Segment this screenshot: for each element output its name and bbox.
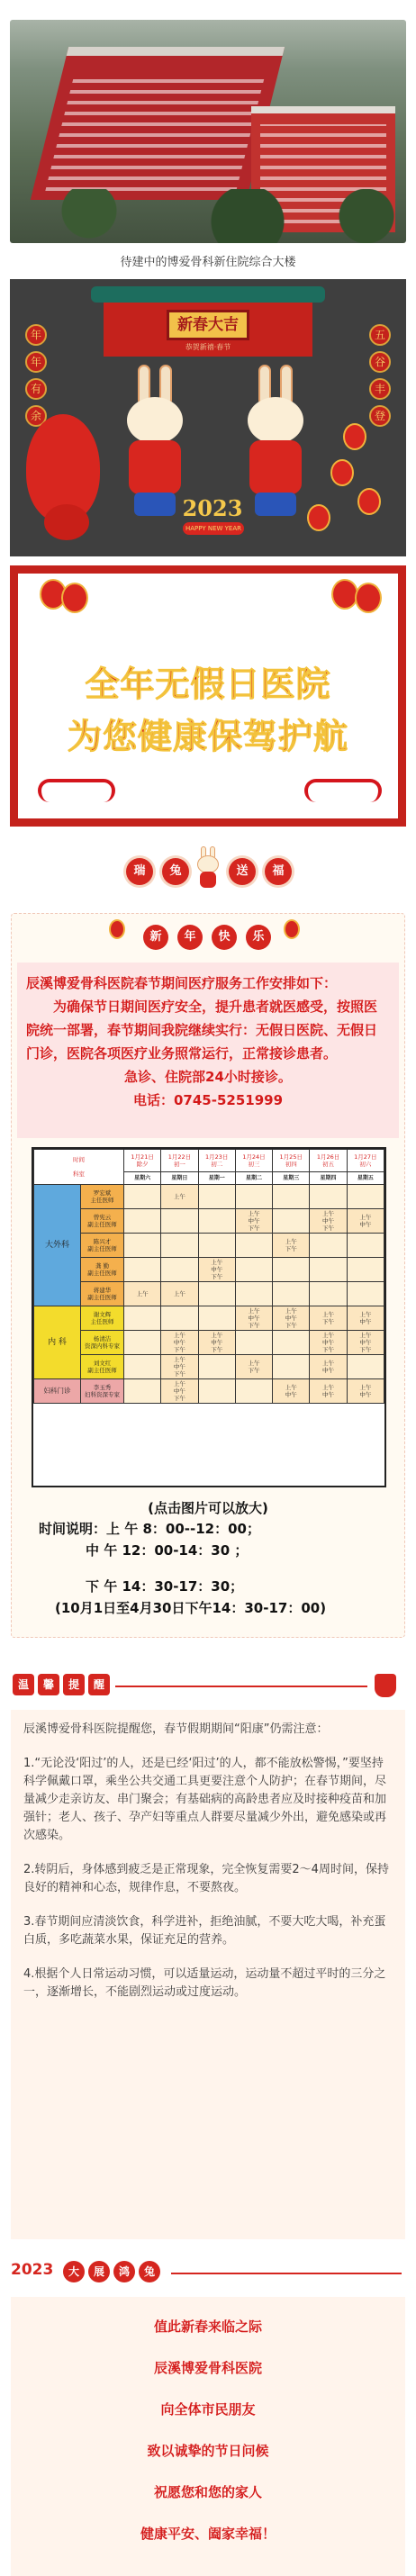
schedule-shift: 上午 中午 下午: [235, 1209, 272, 1234]
rabbit-icon: [195, 846, 221, 890]
badge-char: 瑞: [126, 858, 153, 885]
schedule-shift: [235, 1258, 272, 1282]
notice-emergency: 急诊、住院部24小时接诊。: [124, 1069, 292, 1085]
schedule-department: 大外科: [34, 1185, 81, 1306]
right-couplet: 五 谷 丰 登: [366, 324, 393, 432]
schedule-shift: [124, 1258, 161, 1282]
table-row: [34, 1258, 384, 1282]
schedule-shift: [310, 1258, 347, 1282]
notice-title: 辰溪博爱骨科医院春节期间医疗服务工作安排如下：: [26, 975, 338, 991]
schedule-shift: [198, 1282, 235, 1306]
tips-intro: 辰溪博爱骨科医院提醒您，春节假期期间“阳康”仍需注意：: [23, 1722, 329, 1736]
schedule-doctor: 罗宏斌 主任医师: [81, 1185, 124, 1209]
badge-char: 兔: [162, 858, 189, 885]
greeting-year: 2023: [11, 2261, 54, 2279]
schedule-shift: 上午 中午: [347, 1209, 384, 1234]
schedule-day-header: 1月24日 初三: [235, 1150, 272, 1172]
schedule-shift: 上午 下午: [273, 1234, 310, 1258]
koi-fish-illustration: [26, 414, 100, 522]
greeting-line: 致以诚挚的节日问候: [147, 2443, 269, 2459]
trees: [10, 189, 406, 243]
schedule-shift: [310, 1185, 347, 1209]
lantern-icon: [307, 504, 330, 531]
greeting-line: 健康平安、阖家幸福！: [140, 2526, 276, 2542]
zoom-note: (点击图片可以放大): [148, 1500, 268, 1516]
schedule-shift: [235, 1282, 272, 1306]
lantern-icon: [109, 919, 125, 939]
table-row: [34, 1282, 384, 1306]
duty-schedule-table: [33, 1149, 384, 1404]
schedule-shift: [198, 1185, 235, 1209]
schedule-day-header: 1月22日 初一: [161, 1150, 198, 1172]
badge-char: 送: [229, 858, 256, 885]
table-row: [34, 1185, 384, 1209]
left-couplet: 年 年 有 余: [23, 324, 50, 432]
schedule-table-image[interactable]: [32, 1147, 386, 1487]
schedule-shift: 上午: [124, 1282, 161, 1306]
schedule-shift: [235, 1185, 272, 1209]
badge-char: 福: [265, 858, 292, 885]
lucky-bag-icon: [375, 1674, 396, 1697]
schedule-day-header: 1月26日 初五: [310, 1150, 347, 1172]
schedule-corner: 时间 科室: [34, 1150, 124, 1185]
table-row: [34, 1306, 384, 1331]
schedule-shift: 上午 中午: [273, 1379, 310, 1404]
lantern-icon: [61, 583, 88, 613]
table-row: [34, 1209, 384, 1234]
schedule-shift: 上午 中午 下午: [235, 1306, 272, 1331]
greeting-line: 向全体市民朋友: [160, 2401, 256, 2418]
lantern-icon: [343, 423, 366, 450]
greeting-block: [11, 2297, 405, 2576]
schedule-shift: 上午 中午 下午: [198, 1258, 235, 1282]
schedule-shift: 上午 中午 下午: [198, 1331, 235, 1355]
card-heading: 新 年 快 乐: [12, 914, 404, 963]
schedule-shift: 上午 中午 下午: [310, 1209, 347, 1234]
schedule-shift: [198, 1209, 235, 1234]
poster-happy-new-year: HAPPY NEW YEAR: [183, 522, 244, 535]
schedule-day-header: 1月21日 除夕: [124, 1150, 161, 1172]
new-year-poster[interactable]: [10, 279, 406, 556]
schedule-doctor: 谢文辉 主任医师: [81, 1306, 124, 1331]
plaque-title: 新春大吉: [167, 310, 249, 340]
schedule-shift: [161, 1234, 198, 1258]
schedule-shift: [273, 1331, 310, 1355]
schedule-shift: 上午 中午 下午: [310, 1331, 347, 1355]
time-afternoon-winter: (10月1日至4月30日下午14：30-17：00): [55, 1600, 327, 1616]
schedule-shift: [347, 1234, 384, 1258]
schedule-shift: [198, 1379, 235, 1404]
schedule-shift: [161, 1258, 198, 1282]
schedule-shift: 上午 中午 下午: [161, 1379, 198, 1404]
schedule-doctor: 蒋建华 副主任医师: [81, 1282, 124, 1306]
schedule-shift: 上午 下午: [310, 1306, 347, 1331]
schedule-shift: [273, 1209, 310, 1234]
schedule-shift: [124, 1209, 161, 1234]
schedule-card: [11, 913, 405, 1638]
schedule-shift: [273, 1258, 310, 1282]
schedule-weekday: 星期四: [310, 1172, 347, 1185]
schedule-shift: [198, 1234, 235, 1258]
cloud-ornament: [304, 779, 382, 802]
schedule-department: 妇科门诊: [34, 1379, 81, 1404]
tip-item: 1.“无论没‘阳过’的人，还是已经‘阳过’的人，都不能放松警惕，”要坚持科学佩戴口罩，乘坐公共交通工具更要注意个人防护；在春节期间，尽量减少走亲访友、串门聚会；有基础病的高龄患者应及时接种疫苗和加强针；老人、孩子、孕产妇等重点人群要尽量减少外出，避免感染或再次感染。: [23, 1757, 387, 1842]
table-row: [34, 1331, 384, 1355]
schedule-doctor: 陈兴才 副主任医师: [81, 1234, 124, 1258]
schedule-shift: [124, 1355, 161, 1379]
schedule-day-header: 1月23日 初二: [198, 1150, 235, 1172]
greeting-line: 祝愿您和您的家人: [153, 2484, 262, 2500]
schedule-shift: [235, 1234, 272, 1258]
schedule-shift: 上午 中午 下午: [161, 1331, 198, 1355]
hospital-building-photo[interactable]: [10, 20, 406, 243]
schedule-shift: 上午 中午 下午: [273, 1306, 310, 1331]
photo-caption: 待建中的博爱骨科新住院综合大楼: [120, 256, 296, 269]
schedule-shift: [198, 1355, 235, 1379]
schedule-shift: 上午 中午: [347, 1306, 384, 1331]
time-notes: [39, 1518, 404, 1619]
schedule-shift: [235, 1379, 272, 1404]
schedule-weekday: 星期五: [347, 1172, 384, 1185]
schedule-shift: [347, 1355, 384, 1379]
schedule-shift: 上午 中午 下午: [347, 1331, 384, 1355]
schedule-shift: [235, 1331, 272, 1355]
schedule-department: 内 科: [34, 1306, 81, 1379]
schedule-shift: [273, 1282, 310, 1306]
table-row: [34, 1234, 384, 1258]
lantern-icon: [355, 583, 382, 613]
schedule-doctor: 李玉秀 妇科资深专家: [81, 1379, 124, 1404]
gate-arch: [104, 294, 312, 357]
schedule-day-header: 1月25日 初四: [273, 1150, 310, 1172]
schedule-shift: 上午 中午 下午: [161, 1355, 198, 1379]
schedule-shift: [347, 1185, 384, 1209]
schedule-shift: 上午 中午: [310, 1379, 347, 1404]
schedule-weekday: 星期日: [161, 1172, 198, 1185]
fortune-badges: [0, 837, 416, 897]
schedule-shift: [310, 1234, 347, 1258]
schedule-shift: [161, 1306, 198, 1331]
schedule-shift: [124, 1234, 161, 1258]
schedule-day-header: 1月27日 初六: [347, 1150, 384, 1172]
schedule-shift: 上午 中午: [310, 1355, 347, 1379]
time-morning: 时间说明：上 午 8：00--12：00；: [39, 1521, 260, 1537]
schedule-shift: [124, 1185, 161, 1209]
tip-item: 3.春节期间应清淡饮食，科学进补，拒绝油腻，不要大吃大喝，补充蛋白质，多吃蔬菜水果，保证充足的营养。: [23, 1915, 386, 1947]
table-row: [34, 1379, 384, 1404]
greeting-line: 辰溪博爱骨科医院: [153, 2360, 262, 2376]
cloud-ornament: [38, 779, 115, 802]
schedule-weekday: 星期二: [235, 1172, 272, 1185]
notice-body: 为确保节日期间医疗安全，提升患者就医感受，按照医院统一部署，春节期间我院继续实行：无假日医院、无假日门诊，医院各项医疗业务照常运行，正常接诊患者。: [26, 999, 378, 1062]
schedule-shift: [124, 1306, 161, 1331]
tips-heading: 温 馨 提 醒: [0, 1670, 416, 1703]
slogan-line-1: 全年无假日医院: [85, 664, 331, 704]
health-tips: [11, 1710, 405, 2239]
schedule-weekday: 星期六: [124, 1172, 161, 1185]
article-page: [0, 20, 416, 2542]
lantern-icon: [357, 488, 381, 515]
schedule-shift: [124, 1379, 161, 1404]
schedule-shift: [347, 1258, 384, 1282]
slogan-banner[interactable]: [10, 565, 406, 827]
schedule-shift: [198, 1306, 235, 1331]
schedule-shift: [273, 1355, 310, 1379]
lantern-icon: [330, 459, 354, 486]
poster-year: 2023: [182, 495, 243, 521]
schedule-shift: [124, 1331, 161, 1355]
time-noon: 中 午 12：00-14：30 ；: [86, 1542, 249, 1559]
time-afternoon: 下 午 14：30-17：30；: [86, 1578, 244, 1595]
greeting-heading: 2023 大 展 鸿 兔: [0, 2255, 416, 2291]
schedule-doctor: 刘文红 副主任医师: [81, 1355, 124, 1379]
lantern-icon: [284, 919, 300, 939]
building-main: [31, 47, 285, 200]
schedule-weekday: 星期一: [198, 1172, 235, 1185]
rabbit-illustration-right: [235, 365, 316, 527]
schedule-shift: 上午 中午: [347, 1379, 384, 1404]
schedule-doctor: 杨清洁 资深内科专家: [81, 1331, 124, 1355]
tip-item: 4.根据个人日常运动习惯，可以适量运动，运动量不超过平时的三分之一，逐渐增长，不能剧烈运动或过度运动。: [23, 1967, 386, 1999]
plaque-subtitle: 恭贺新禧·春节: [185, 343, 231, 351]
table-row: [34, 1355, 384, 1379]
schedule-shift: 上午: [161, 1185, 198, 1209]
schedule-shift: [347, 1282, 384, 1306]
schedule-shift: [273, 1185, 310, 1209]
greeting-line: 值此新春来临之际: [153, 2318, 262, 2335]
schedule-weekday: 星期三: [273, 1172, 310, 1185]
slogan-line-2: 为您健康保驾护航: [67, 716, 348, 756]
schedule-shift: [310, 1282, 347, 1306]
schedule-shift: [161, 1209, 198, 1234]
schedule-shift: 上午: [161, 1282, 198, 1306]
tip-item: 2.转阴后，身体感到疲乏是正常现象，完全恢复需要2～4周时间，保持良好的精神和心态，规律作息，不要熬夜。: [23, 1863, 389, 1894]
service-notice: [17, 963, 399, 1138]
schedule-doctor: 龚 勤 副主任医师: [81, 1258, 124, 1282]
schedule-doctor: 曾宪云 副主任医师: [81, 1209, 124, 1234]
notice-phone[interactable]: 电话：0745-5251999: [132, 1092, 284, 1108]
schedule-shift: 上午 下午: [235, 1355, 272, 1379]
